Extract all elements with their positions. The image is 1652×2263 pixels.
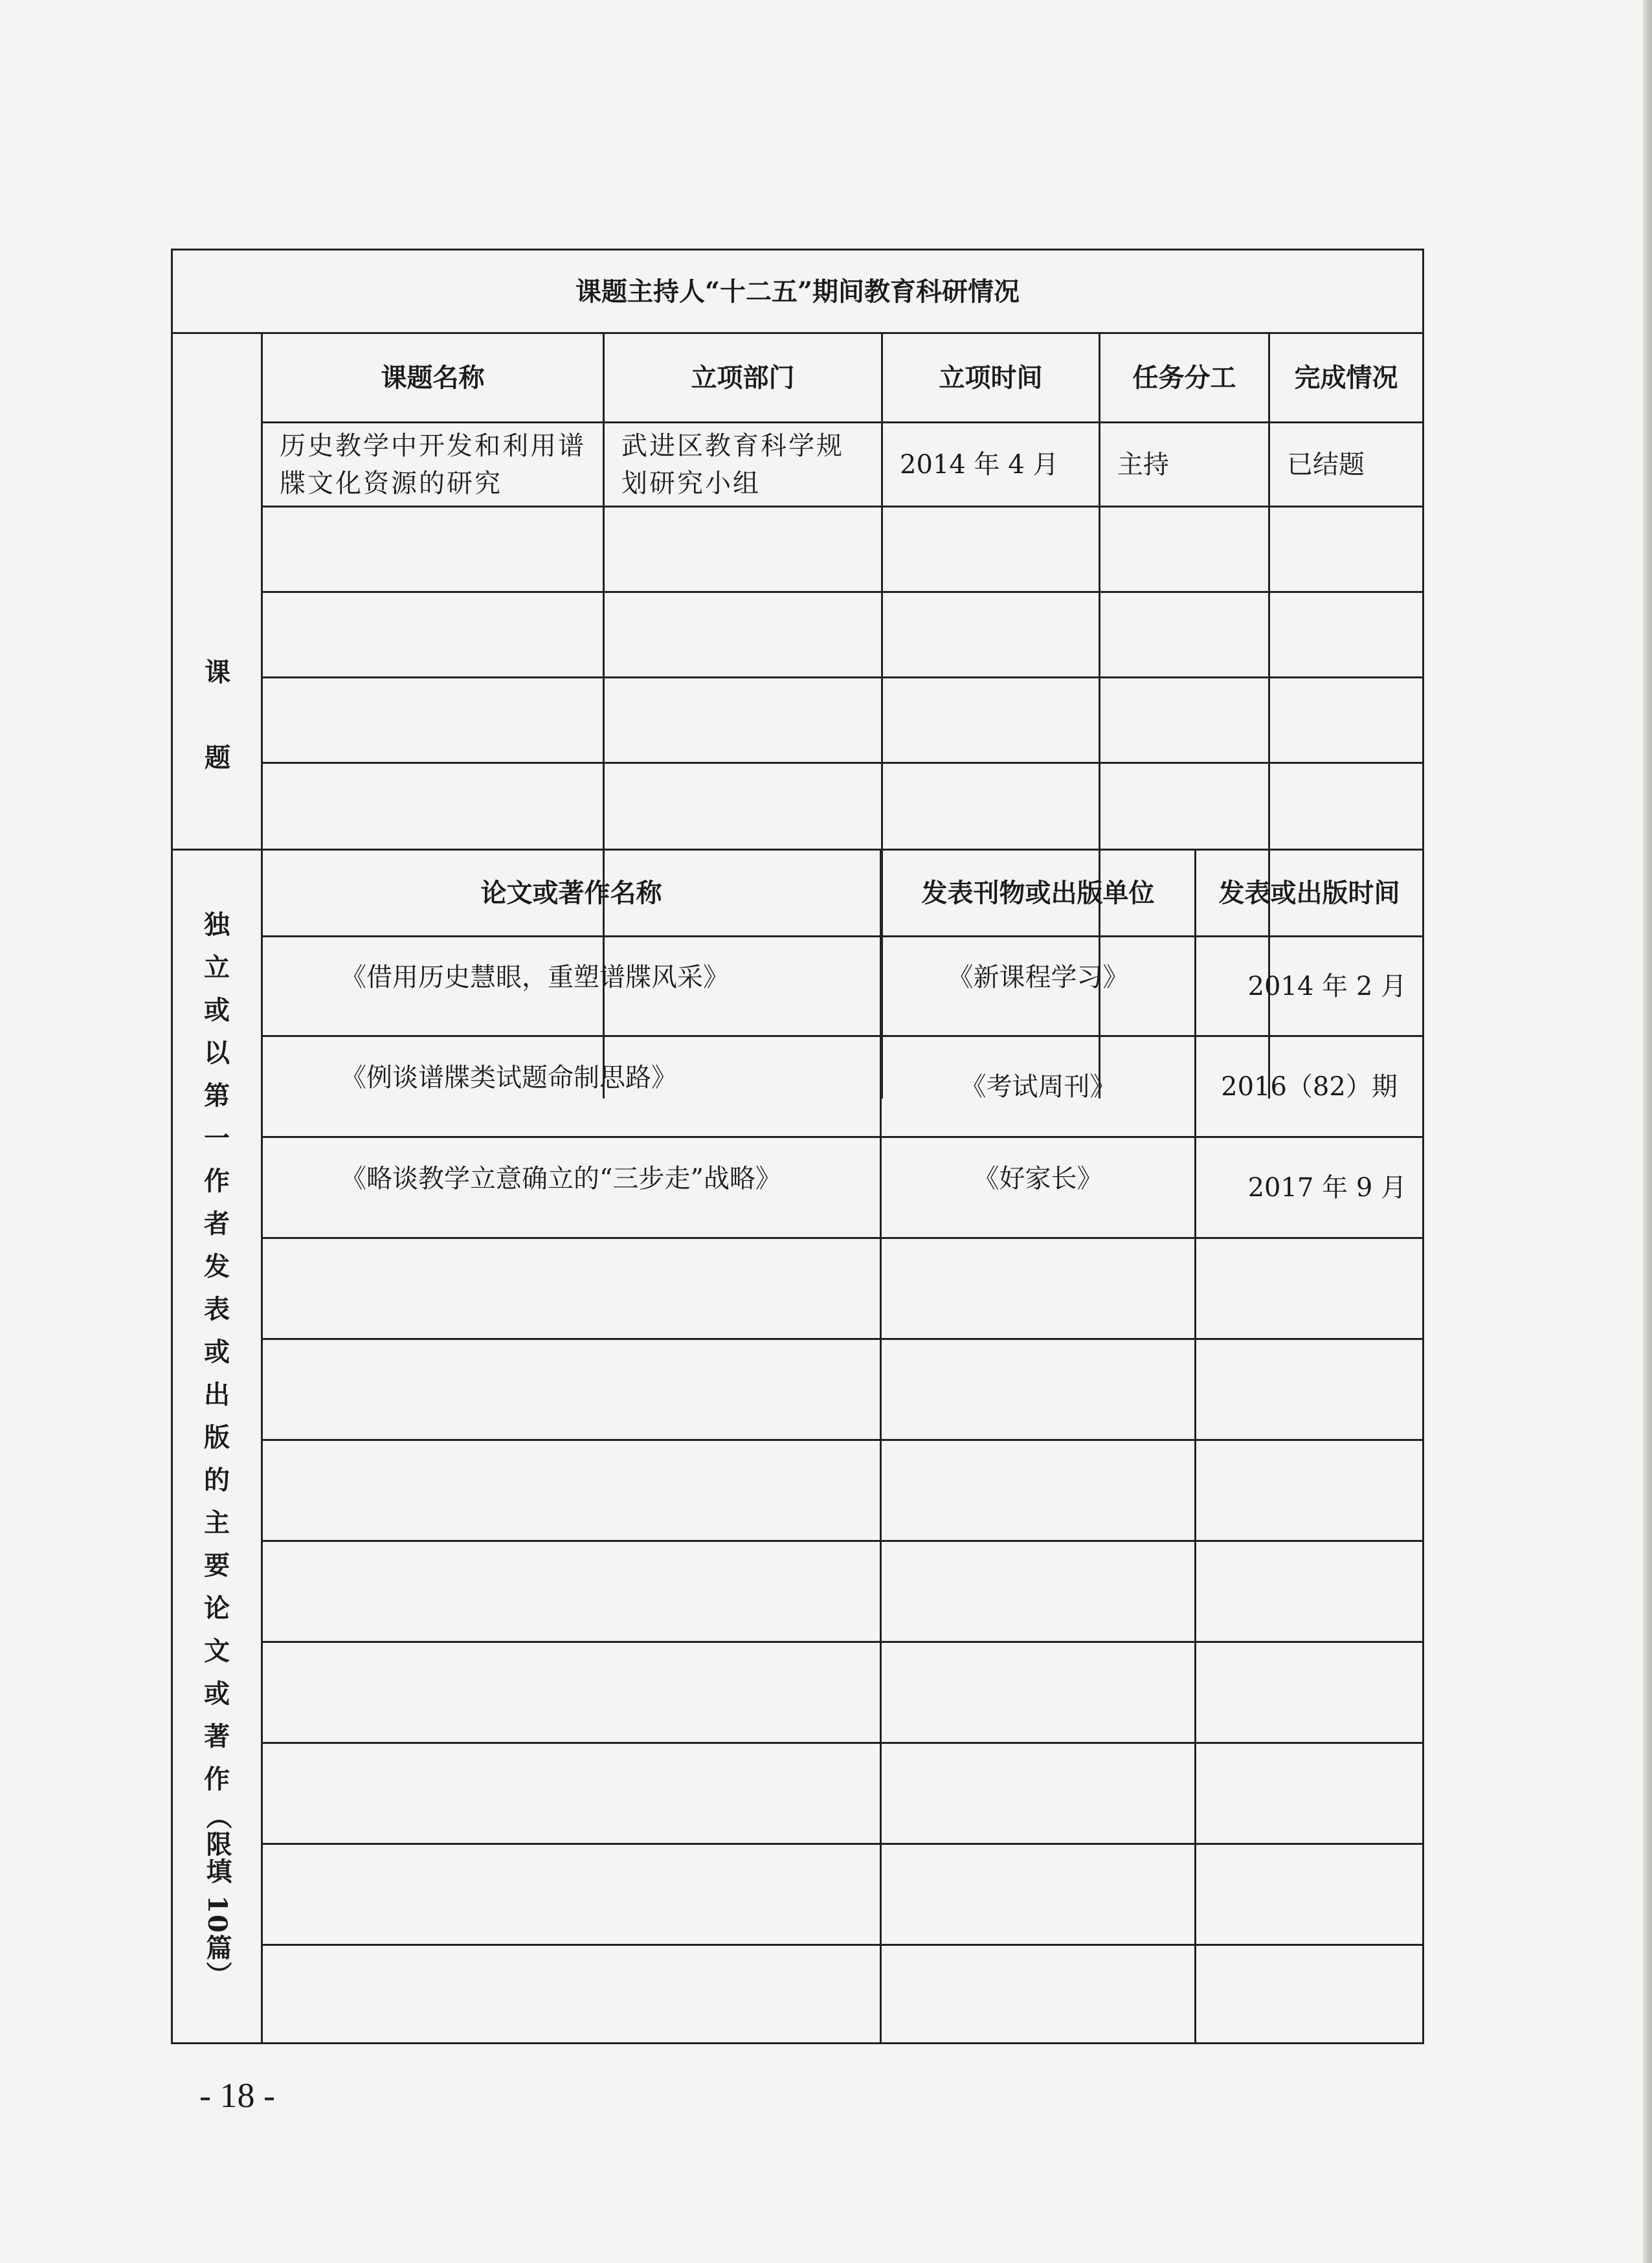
project-role-cell: 主持 xyxy=(1117,449,1169,480)
paper-row-line xyxy=(261,1742,1422,1744)
project-name-cell: 历史教学中开发和利用谱牒文化资源的研究 xyxy=(280,430,586,498)
paper-side-char: 论 xyxy=(204,1593,230,1623)
paper-date-cell: 2016（82）期 xyxy=(1221,1071,1398,1102)
paper-header: 发表或出版时间 xyxy=(1218,877,1400,908)
paper-journal-cell: 《考试周刊》 xyxy=(960,1071,1116,1102)
project-row-line xyxy=(261,676,1422,678)
project-header: 课题名称 xyxy=(381,362,485,393)
page-number: - 18 - xyxy=(199,2076,275,2115)
paper-journal-cell: 《好家长》 xyxy=(973,1163,1103,1194)
table-title: 课题主持人“十二五”期间教育科研情况 xyxy=(575,276,1020,307)
form-table xyxy=(171,249,1424,2044)
paper-side-char: 主 xyxy=(204,1508,230,1538)
paper-row-line xyxy=(261,1237,1422,1239)
project-header: 立项部门 xyxy=(691,362,795,393)
paper-header: 论文或著作名称 xyxy=(480,877,662,908)
paper-side-char: 文 xyxy=(204,1636,230,1666)
paper-row-line xyxy=(261,1439,1422,1441)
paper-side-char: 一 xyxy=(204,1123,230,1154)
project-side-char: 课 xyxy=(205,657,230,687)
paper-side-note: （限填 10篇） xyxy=(202,1803,232,1989)
paper-side-char: 立 xyxy=(204,952,230,983)
paper-side-char: 第 xyxy=(204,1080,230,1111)
project-header: 任务分工 xyxy=(1132,362,1236,393)
project-status-cell: 已结题 xyxy=(1287,449,1365,480)
paper-row-line xyxy=(261,1944,1422,1946)
project-row-line xyxy=(261,591,1422,593)
scan-edge xyxy=(1643,0,1652,2263)
paper-header: 发表刊物或出版单位 xyxy=(921,877,1155,908)
paper-side-label xyxy=(173,851,261,2042)
paper-date-cell: 2017 年 9 月 xyxy=(1247,1172,1407,1203)
paper-row-line xyxy=(261,1641,1422,1643)
paper-side-char: 以 xyxy=(204,1038,230,1068)
paper-side-char: 或 xyxy=(204,1678,230,1709)
paper-date-cell: 2014 年 2 月 xyxy=(1247,971,1407,1001)
paper-title-cell: 《略谈教学立意确立的“三步走”战略》 xyxy=(340,1163,781,1194)
paper-journal-cell: 《新课程学习》 xyxy=(947,962,1129,992)
project-header: 立项时间 xyxy=(939,362,1043,393)
paper-side-char: 版 xyxy=(204,1422,230,1453)
project-date-cell: 2014 年 4 月 xyxy=(900,449,1059,480)
paper-side-char: 的 xyxy=(204,1465,230,1495)
paper-side-char: 作 xyxy=(204,1764,230,1794)
project-dept-cell: 武进区教育科学规划研究小组 xyxy=(621,430,844,498)
paper-row-line xyxy=(261,1540,1422,1542)
paper-title-cell: 《例谈谱牒类试题命制思路》 xyxy=(340,1062,677,1093)
project-row-line xyxy=(261,506,1422,507)
paper-side-char: 作 xyxy=(204,1166,230,1196)
paper-title-cell: 《借用历史慧眼，重塑谱牒风采》 xyxy=(340,962,729,992)
paper-side-char: 者 xyxy=(204,1209,230,1239)
paper-side-char: 著 xyxy=(204,1721,230,1752)
project-row-line xyxy=(261,762,1422,764)
paper-side-char: 或 xyxy=(204,1337,230,1367)
paper-row-line xyxy=(261,1338,1422,1340)
project-side-char: 题 xyxy=(205,742,230,773)
paper-side-char: 表 xyxy=(204,1294,230,1324)
paper-row-line xyxy=(261,1843,1422,1845)
paper-side-char: 发 xyxy=(204,1251,230,1282)
paper-side-char: 出 xyxy=(204,1379,230,1410)
paper-side-char: 要 xyxy=(204,1550,230,1581)
paper-side-char: 或 xyxy=(204,995,230,1025)
paper-side-char: 独 xyxy=(204,909,230,940)
project-header: 完成情况 xyxy=(1294,362,1398,393)
